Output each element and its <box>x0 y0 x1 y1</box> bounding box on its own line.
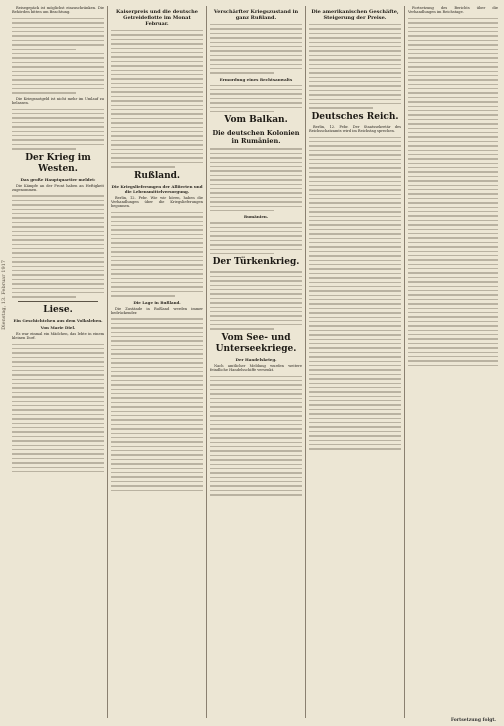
section-heading-seekrieg: Vom See- und Unterseekriege. <box>215 332 297 354</box>
section-text: Die Kämpfe an der Front haben an Heftigkeit zugenommen. <box>12 183 104 192</box>
text-block <box>12 344 104 473</box>
text-block <box>210 376 302 496</box>
section-subheading: Die Lage in Rußland. <box>133 299 181 305</box>
section-text: Fortsetzung des Berichts über die Verhandlungen im Reichstage. <box>408 6 498 15</box>
text-block <box>210 148 302 211</box>
section-heading-russland: Rußland. <box>133 170 181 181</box>
text-block <box>210 24 302 74</box>
top-heading: Die amerikanischen Geschäfte, Steigerung der Preise. <box>311 9 399 21</box>
top-heading: Kaiserpreis und die deutsche Getreideflotte im Monat Februar. <box>115 9 198 27</box>
intro-text: Reisegepäck ist möglichst einzuschränken. Die Behörden bitten um Beachtung. <box>12 6 104 15</box>
column-5 <box>408 6 498 718</box>
text-block <box>210 271 302 329</box>
text-block <box>408 18 498 366</box>
section-subheading: Das große Hauptquartier meldet: <box>20 176 96 182</box>
section-heading-deutsches-reich: Deutsches Reich. <box>311 111 399 122</box>
column-rule <box>206 6 207 718</box>
section-text: Die Zustände in Rußland werden immer bedrückender. <box>111 306 203 315</box>
text-block <box>12 195 104 297</box>
section-heading-krieg-westen: Der Krieg im Westen. <box>25 152 91 174</box>
section-subheading: Ermordung eines Rechtsanwalts <box>219 76 293 82</box>
feuilleton-subheading: Ein Geschichtchen aus dem Volksleben. <box>13 317 103 323</box>
text-block <box>12 18 104 94</box>
column-2 <box>111 6 203 718</box>
text-block <box>309 24 401 109</box>
text-block <box>210 222 302 254</box>
feuilleton-text: Es war einmal ein Mädchen, das lebte in einem kleinen Dorf. <box>12 331 104 341</box>
text-block <box>210 85 302 113</box>
section-subheading: Rumänien. <box>243 214 269 220</box>
text-block <box>111 318 203 491</box>
section-subheading: Der Handelskrieg. <box>235 356 277 362</box>
kriegsnote-text: Die Kriegsnotgeld ist nicht mehr im Umlauf zu belassen. <box>12 96 104 106</box>
margin-note: Dienstag, 13. Februar 1917 <box>1 260 7 330</box>
text-block <box>309 137 401 450</box>
column-rule <box>305 6 306 718</box>
column-rule <box>107 6 108 718</box>
section-subheading-kolonien: Die deutschen Kolonien in Rumänien. <box>212 129 300 146</box>
section-heading-balkan: Vom Balkan. <box>224 115 288 126</box>
text-block <box>12 109 104 150</box>
column-rule <box>404 6 405 718</box>
section-text: Berlin, 12. Febr. Wie wir hören, haben die Verhandlungen über die Kriegslieferungen begonnen. <box>111 195 203 209</box>
text-block <box>111 30 203 168</box>
section-text: Nach amtlicher Meldung wurden weitere feindliche Handelsschiffe versenkt. <box>210 363 302 373</box>
feuilleton-heading: Liese. <box>43 304 73 315</box>
column-3 <box>210 6 302 718</box>
column-1 <box>12 6 104 718</box>
continuation-note: Fortsetzung folgt. <box>450 718 496 723</box>
section-heading-tuerkenkrieg: Der Türkenkrieg. <box>212 257 300 268</box>
feuilleton-author: Von Marie Diel. <box>40 324 76 330</box>
top-heading: Verschärfter Kriegszustand in ganz Rußland. <box>213 9 299 21</box>
column-4 <box>309 6 401 718</box>
text-block <box>111 212 203 297</box>
section-text: Berlin, 12. Febr. Der Staatssekretär des Reichsschatzamts wird im Reichstag sprechen. <box>309 124 401 134</box>
section-subheading: Die Kriegslieferungen der Alliierten und die Lebensmittelversorgung. <box>111 183 203 194</box>
